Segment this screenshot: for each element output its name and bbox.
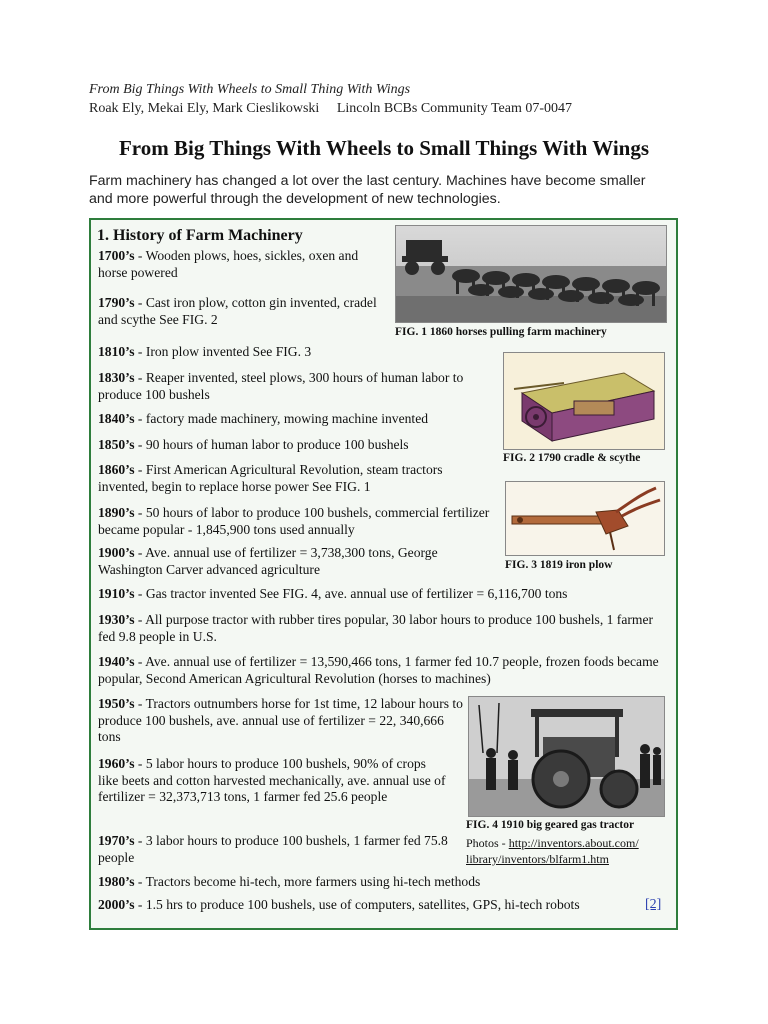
timeline-entry-1980s (98, 874, 658, 891)
timeline-entry-1860s (98, 462, 493, 495)
fig2-caption: FIG. 2 1790 cradle & scythe (503, 452, 641, 464)
timeline-entry-1900s (98, 545, 493, 578)
timeline-entry-1790s (98, 295, 378, 328)
entry-text: - Wooden plows, hoes, sickles, oxen and horse powered (98, 248, 359, 280)
entry-text: - factory made machinery, mowing machine invented (134, 411, 429, 426)
entry-text: - 50 hours of labor to produce 100 bushels, commercial fertilizer became popular - 1,845,900 tons used annually (98, 505, 490, 537)
timeline-entry-1970s (98, 833, 448, 866)
timeline-entry-1700s (98, 248, 390, 281)
entry-year: 1930’s (98, 612, 135, 627)
entry-year: 1850’s (98, 437, 135, 452)
entry-year: 1960’s (98, 756, 135, 771)
entry-year: 1790’s (98, 295, 135, 310)
fig4-tractor-photo (468, 696, 665, 817)
horses-illustration (396, 226, 666, 322)
photo-credit (466, 835, 639, 867)
entry-year: 1970’s (98, 833, 135, 848)
entry-year: 1890’s (98, 505, 135, 520)
timeline-entry-1930s (98, 612, 668, 645)
entry-year: 1700’s (98, 248, 135, 263)
fig1-horses-photo (395, 225, 667, 323)
fig2-cradle-photo (503, 352, 665, 450)
timeline-entry-1890s (98, 505, 493, 538)
entry-text: - First American Agricultural Revolution, steam tractors invented, begin to replace horse power See FIG. 1 (98, 462, 443, 494)
entry-text: - 1.5 hrs to produce 100 bushels, use of computers, satellites, GPS, hi-tech robots (134, 897, 580, 912)
entry-year: 1950’s (98, 696, 135, 711)
entry-text: - Reaper invented, steel plows, 300 hours of human labor to produce 100 bushels (98, 370, 464, 402)
timeline-entry-2000s (98, 897, 643, 914)
section-heading: 1. History of Farm Machinery (97, 227, 303, 244)
entry-year: 1900’s (98, 545, 135, 560)
entry-year: 2000’s (98, 897, 135, 912)
credit-link-line2[interactable]: library/inventors/blfarm1.htm (466, 852, 609, 866)
entry-year: 1910’s (98, 586, 135, 601)
entry-text: - Cast iron plow, cotton gin invented, cradel and scythe See FIG. 2 (98, 295, 377, 327)
entry-year: 1860’s (98, 462, 135, 477)
reference-link[interactable]: [2] (645, 897, 662, 912)
entry-text: - All purpose tractor with rubber tires popular, 30 labor hours to produce 100 bushels, 1 farmer fed 9.8 people in U.S. (98, 612, 654, 644)
fig1-caption: FIG. 1 1860 horses pulling farm machinery (395, 326, 607, 338)
credit-prefix: Photos - (466, 836, 509, 850)
page-title: From Big Things With Wheels to Small Things With Wings (118, 136, 650, 160)
credit-link-line1[interactable]: http://inventors.about.com/ (508, 836, 639, 850)
entry-text: - 90 hours of human labor to produce 100 bushels (134, 437, 409, 452)
fig3-plow-photo (505, 481, 665, 556)
intro-paragraph: Farm machinery has changed a lot over the last century. Machines have become smaller and more powerful through the development of new technologies. (89, 173, 646, 207)
author-line (89, 101, 572, 117)
thresher-illustration (504, 353, 664, 449)
entry-year: 1810’s (98, 344, 135, 359)
entry-text: - 5 labor hours to produce 100 bushels, 90% of crops like beets and cotton harvested mechanically, ave. annual use of fertilizer = 32,373,713 tons, 1 farmer fed 25.6 people (98, 756, 446, 804)
timeline-entry-1910s (98, 586, 668, 603)
fig3-caption: FIG. 3 1819 iron plow (505, 559, 613, 571)
timeline-entry-1940s (98, 654, 668, 687)
entry-text: - 3 labor hours to produce 100 bushels, 1 farmer fed 75.8 people (98, 833, 448, 865)
entry-text: - Gas tractor invented See FIG. 4, ave. annual use of fertilizer = 6,116,700 tons (134, 586, 568, 601)
team-name: Lincoln BCBs Community Team 07-0047 (336, 101, 573, 116)
entry-text: - Ave. annual use of fertilizer = 3,738,300 tons, George Washington Carver advanced agriculture (98, 545, 438, 577)
entry-year: 1980’s (98, 874, 135, 889)
entry-text: - Tractors become hi-tech, more farmers using hi-tech methods (134, 874, 481, 889)
running-header-title: From Big Things With Wheels to Small Thing With Wings (89, 82, 411, 97)
entry-year: 1940’s (98, 654, 135, 669)
timeline-entry-1830s (98, 370, 498, 403)
timeline-entry-1850s (98, 437, 498, 454)
entry-text: - Tractors outnumbers horse for 1st time, 12 labour hours to produce 100 bushels, ave. annual use of fertilizer = 22, 340,666 tons (98, 696, 463, 744)
entry-text: - Ave. annual use of fertilizer = 13,590,466 tons, 1 farmer fed 10.7 people, frozen foods became popular, Second American Agricultural Revolution (horses to machines) (98, 654, 659, 686)
fig4-caption: FIG. 4 1910 big geared gas tractor (466, 819, 635, 831)
tractor-illustration (469, 697, 664, 816)
plow-illustration (506, 482, 664, 555)
authors: Roak Ely, Mekai Ely, Mark Cieslikowski (89, 101, 320, 116)
entry-year: 1830’s (98, 370, 135, 385)
timeline-entry-1840s (98, 411, 498, 428)
entry-text: - Iron plow invented See FIG. 3 (134, 344, 312, 359)
timeline-entry-1810s (98, 344, 488, 361)
timeline-entry-1950s (98, 696, 468, 746)
entry-year: 1840’s (98, 411, 135, 426)
timeline-entry-1960s (98, 756, 448, 806)
